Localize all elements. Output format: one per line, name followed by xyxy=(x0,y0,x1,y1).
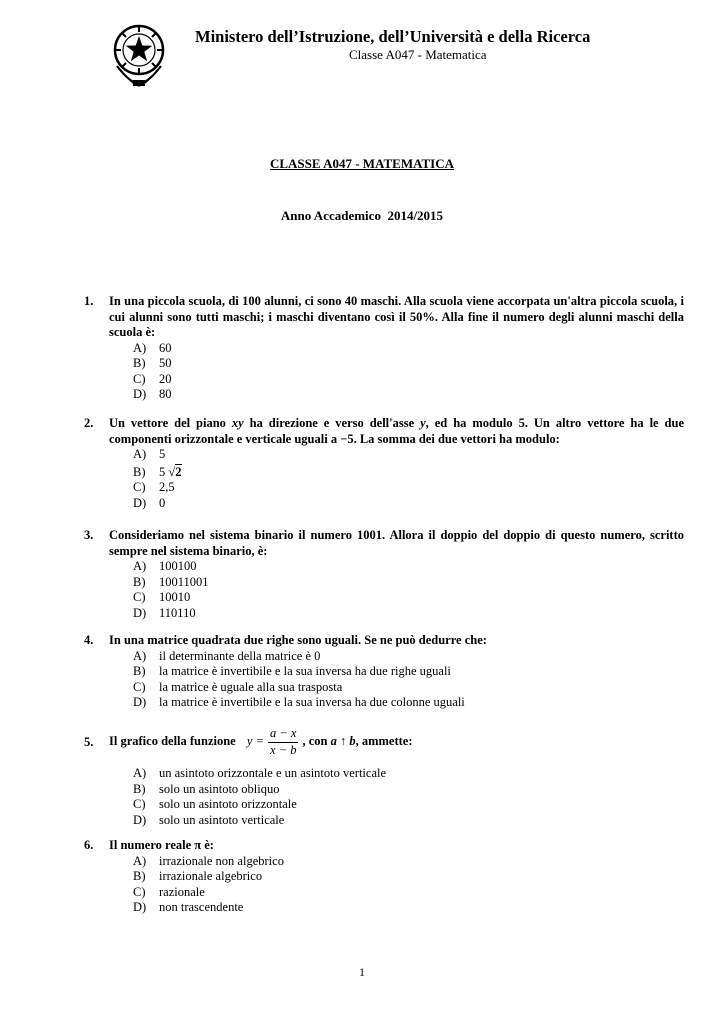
option-list xyxy=(133,559,684,621)
option-d: D) 80 xyxy=(133,387,172,402)
option-list xyxy=(133,341,684,403)
question-number: 2. xyxy=(84,416,94,430)
option-list xyxy=(133,447,684,511)
option-d: D) non trascendente xyxy=(133,900,244,915)
option-d: D) 110110 xyxy=(133,605,196,620)
question-number: 3. xyxy=(84,528,94,542)
question-text: Consideriamo nel sistema binario il numero 1001. Allora il doppio del doppio di questo numero, scritto sempre nel sistema binario, è: xyxy=(109,528,684,558)
question-text: In una piccola scuola, di 100 alunni, ci sono 40 maschi. Alla scuola viene accorpata un'altra piccola scuola, i cui alunni sono tutti maschi; i maschi diventano così il 50%. Alla fine il numero degli alunni maschi della scuola è: xyxy=(109,294,684,340)
option-a: A) 5 xyxy=(133,447,166,462)
question-text: In una matrice quadrata due righe sono uguali. Se ne può dedurre che: xyxy=(109,633,487,647)
option-b: B) la matrice è invertibile e la sua inversa ha due righe uguali xyxy=(133,664,451,679)
question-2 xyxy=(84,416,684,511)
question-number: 4. xyxy=(84,633,94,647)
header-subtitle: Classe A047 - Matematica xyxy=(349,47,487,62)
option-a: A) un asintoto orizzontale e un asintoto verticale xyxy=(133,766,387,780)
option-d: D) 0 xyxy=(133,495,166,510)
option-a: A) il determinante della matrice è 0 xyxy=(133,648,321,663)
option-b: B) solo un asintoto obliquo xyxy=(133,781,280,796)
option-c: C) la matrice è uguale alla sua trasposta xyxy=(133,679,343,694)
question-number: 6. xyxy=(84,838,94,852)
question-number: 1. xyxy=(84,294,94,308)
function-fraction: $\frac{a - x}{x - b}$ xyxy=(269,726,297,757)
option-c: C) razionale xyxy=(133,884,205,899)
page-number: 1 xyxy=(359,965,365,979)
document-title: CLASSE A047 - MATEMATICA xyxy=(269,156,455,171)
option-a: A) irrazionale non algebrico xyxy=(133,853,284,868)
option-list xyxy=(133,649,684,711)
option-a: A) 100100 xyxy=(133,559,197,574)
option-list xyxy=(133,854,684,916)
option-b: B) 5 √2 xyxy=(133,464,182,479)
question-text: Il grafico della funzione y = $\frac{a - x}{x - b}$ , con a ↑ b, ammette: xyxy=(109,726,413,757)
option-list xyxy=(133,766,684,828)
function-lhs: y = xyxy=(246,733,264,748)
question-text: Il numero reale π è: xyxy=(109,838,214,852)
option-d: D) solo un asintoto verticale xyxy=(133,812,285,827)
academic-year: Anno Accademico 2014/2015 xyxy=(280,208,444,223)
option-a: A) 60 xyxy=(133,340,172,355)
republic-emblem-icon xyxy=(111,20,167,88)
option-c: C) 2,5 xyxy=(133,480,175,495)
question-3 xyxy=(84,528,684,621)
question-4 xyxy=(84,633,684,711)
option-b: B) 50 xyxy=(133,356,172,371)
option-c: C) 20 xyxy=(133,371,172,386)
question-5 xyxy=(84,726,684,828)
question-number: 5. xyxy=(84,735,94,749)
ministry-title: Ministero dell’Istruzione, dell’Università e della Ricerca xyxy=(195,27,591,46)
option-c: C) solo un asintoto orizzontale xyxy=(133,797,297,811)
sqrt-icon: √2 xyxy=(168,464,182,479)
question-text: Un vettore del piano xy ha direzione e verso dell'asse y, ed ha modulo 5. Un altro vettore ha le due componenti orizzontale e verticale uguali a −5. La somma dei due vettori ha modulo: xyxy=(109,416,684,446)
question-1 xyxy=(84,294,684,403)
option-d: D) la matrice è invertibile e la sua inversa ha due colonne uguali xyxy=(133,695,465,710)
option-b: B) 10011001 xyxy=(133,574,209,589)
option-c: C) 10010 xyxy=(133,590,191,605)
question-6 xyxy=(84,838,684,916)
option-b: B) irrazionale algebrico xyxy=(133,869,263,884)
